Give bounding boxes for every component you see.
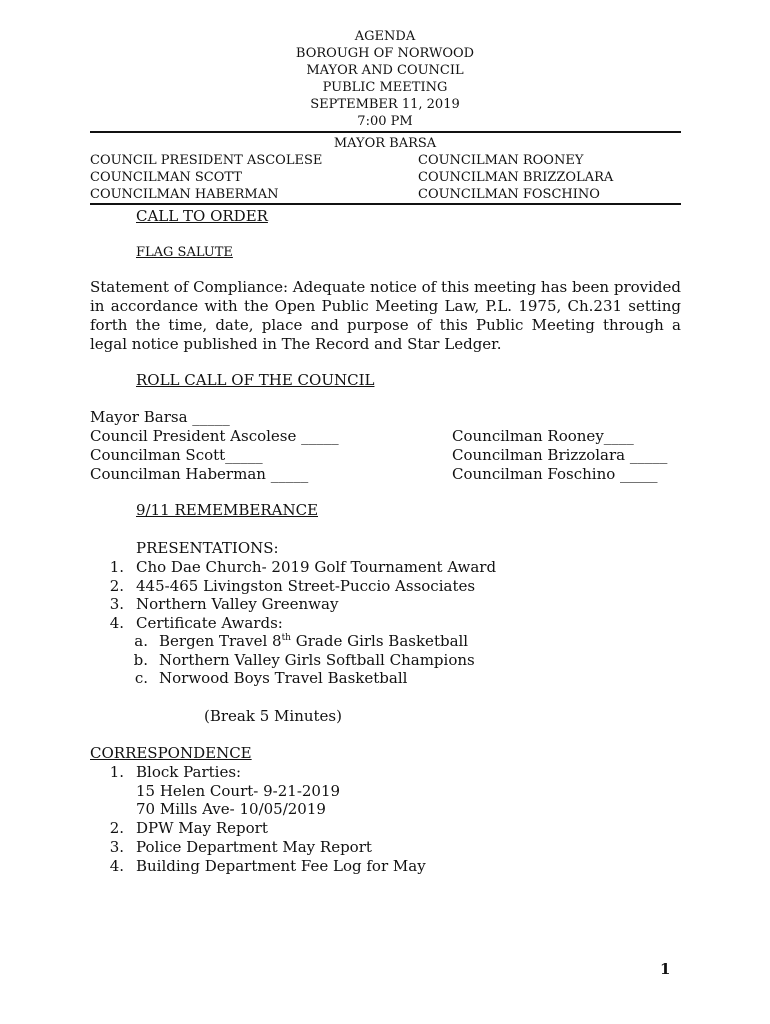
roll-call-left-2: Councilman Scott_____	[90, 446, 263, 464]
header-time: 7:00 PM	[357, 114, 413, 129]
correspondence-number-1: 1.	[109, 763, 124, 781]
subitem-c: Norwood Boys Travel Basketball	[159, 669, 408, 687]
correspondence-item-3: Police Department May Report	[136, 838, 372, 856]
header-mayor-council: MAYOR AND COUNCIL	[306, 63, 464, 78]
subitem-letter-a: a.	[134, 632, 148, 650]
presentation-number-3: 3.	[109, 595, 124, 613]
presentation-item-4: Certificate Awards:	[136, 614, 283, 632]
subitem-a-post: Grade Girls Basketball	[290, 632, 469, 650]
subitem-b: Northern Valley Girls Softball Champions	[159, 651, 475, 669]
council-right-2: COUNCILMAN BRIZZOLARA	[418, 170, 614, 185]
roll-call-left-1: Council President Ascolese _____	[90, 427, 339, 445]
presentation-number-2: 2.	[109, 577, 124, 595]
divider-bottom	[90, 203, 681, 205]
correspondence-number-2: 2.	[109, 819, 124, 837]
presentation-item-2: 445-465 Livingston Street-Puccio Associates	[136, 577, 476, 595]
roll-call-right-1: Councilman Rooney____	[452, 427, 634, 445]
council-mayor: MAYOR BARSA	[333, 136, 437, 151]
subitem-a-pre: Bergen Travel 8	[159, 632, 282, 650]
divider-top	[90, 131, 681, 133]
roll-call-left-3: Councilman Haberman _____	[90, 465, 309, 483]
subitem-letter-c: c.	[134, 669, 148, 687]
subitem-a	[159, 632, 468, 651]
presentation-number-1: 1.	[109, 558, 124, 576]
correspondence-title: CORRESPONDENCE	[90, 744, 252, 762]
council-left-1: COUNCIL PRESIDENT ASCOLESE	[90, 153, 323, 168]
correspondence-number-4: 4.	[109, 857, 124, 875]
correspondence-item-1: Block Parties:	[136, 763, 242, 781]
header-public-meeting: PUBLIC MEETING	[322, 80, 448, 95]
council-right-1: COUNCILMAN ROONEY	[418, 153, 584, 168]
presentation-number-4: 4.	[109, 614, 124, 632]
break-note: (Break 5 Minutes)	[204, 707, 342, 725]
header-borough: BOROUGH OF NORWOOD	[295, 46, 475, 61]
subitem-a-sup: th	[281, 633, 291, 643]
correspondence-item-4: Building Department Fee Log for May	[136, 857, 426, 875]
roll-call-right-3: Councilman Foschino _____	[452, 465, 658, 483]
correspondence-subline-2: 70 Mills Ave- 10/05/2019	[136, 800, 326, 818]
correspondence-subline-1: 15 Helen Court- 9-21-2019	[136, 782, 341, 800]
page-number: 1	[660, 960, 671, 978]
presentation-item-1: Cho Dae Church- 2019 Golf Tournament Award	[136, 558, 497, 576]
roll-call-right-2: Councilman Brizzolara _____	[452, 446, 668, 464]
subitem-letter-b: b.	[133, 651, 148, 669]
header-agenda: AGENDA	[354, 29, 416, 44]
presentations-title: PRESENTATIONS:	[136, 539, 279, 557]
council-left-3: COUNCILMAN HABERMAN	[90, 187, 279, 202]
remembrance-heading: 9/11 REMEMBERANCE	[136, 501, 319, 519]
flag-salute: FLAG SALUTE	[136, 245, 233, 260]
correspondence-item-2: DPW May Report	[136, 819, 268, 837]
correspondence-number-3: 3.	[109, 838, 124, 856]
statement-of-compliance: Statement of Compliance: Adequate notice of this meeting has been provided in accordance with the Open Public Meeting Law, P.L. 1975, Ch.231 setting forth the time, date, place and purpose of this Public Meeting through a legal notice published in The Record and Star Ledger.	[90, 278, 681, 353]
call-to-order: CALL TO ORDER	[136, 207, 268, 225]
header-date: SEPTEMBER 11, 2019	[310, 97, 460, 112]
council-right-3: COUNCILMAN FOSCHINO	[418, 187, 600, 202]
council-left-2: COUNCILMAN SCOTT	[90, 170, 242, 185]
roll-call-title: ROLL CALL OF THE COUNCIL	[136, 371, 375, 389]
roll-call-mayor: Mayor Barsa _____	[90, 408, 230, 426]
presentation-item-3: Northern Valley Greenway	[136, 595, 339, 613]
